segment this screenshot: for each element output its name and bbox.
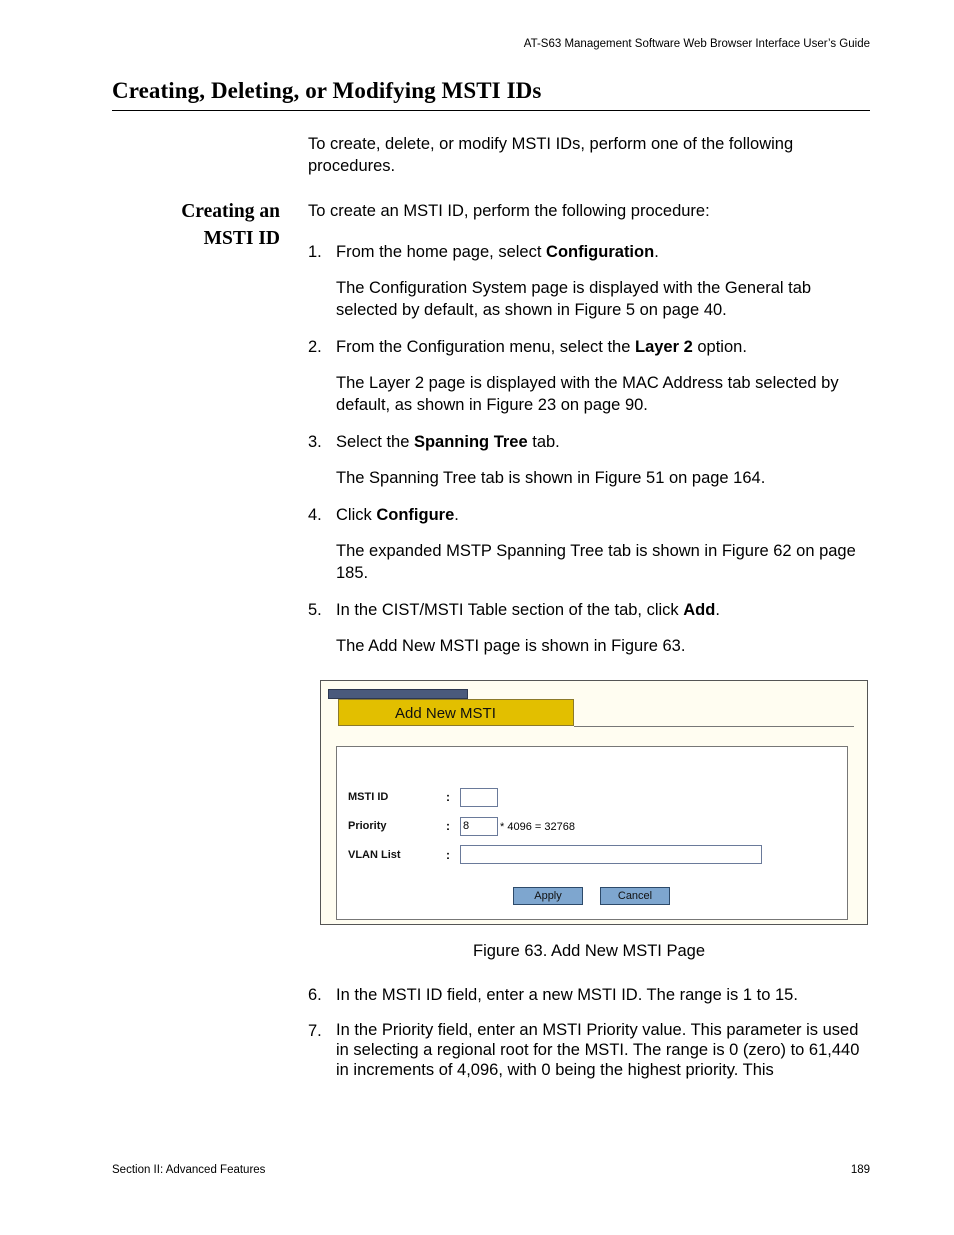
- cancel-button: Cancel: [600, 887, 670, 905]
- step-instruction: In the CIST/MSTI Table section of the tab, click Add.: [336, 601, 720, 619]
- field-colon: :: [446, 790, 450, 804]
- tab-underline: [574, 726, 854, 727]
- step-number: 7.: [308, 1022, 322, 1040]
- title-rule: [112, 110, 870, 111]
- subsection-heading: [112, 198, 280, 252]
- step-result: The Spanning Tree tab is shown in Figure 51 on page 164.: [336, 469, 766, 487]
- running-header: AT-S63 Management Software Web Browser Interface User’s Guide: [523, 38, 870, 50]
- vlan-list-label: VLAN List: [348, 849, 401, 861]
- figure-tab-strip: [328, 689, 468, 699]
- subsection-heading-line2: MSTI ID: [203, 228, 280, 249]
- step-instruction: In the MSTI ID field, enter a new MSTI ID. The range is 1 to 15.: [336, 986, 798, 1004]
- msti-form-panel: [336, 746, 848, 920]
- step-instruction: Click Configure.: [336, 506, 459, 524]
- vlan-list-input: [460, 845, 762, 864]
- step-instruction: From the Configuration menu, select the Layer 2 option.: [336, 338, 747, 356]
- step-instruction: In the Priority field, enter an MSTI Priority value. This parameter is used in selecting a regional root for the MSTI. The range is 0 (zero) to 61,440 in increments of 4,096, with 0 being the highest priority. This: [336, 1021, 860, 1079]
- msti-id-label: MSTI ID: [348, 791, 389, 803]
- apply-button: Apply: [513, 887, 583, 905]
- add-new-msti-figure: [320, 680, 868, 925]
- field-colon: :: [446, 819, 450, 833]
- add-new-msti-tab: Add New MSTI: [338, 699, 574, 726]
- intro-paragraph: To create, delete, or modify MSTI IDs, perform one of the following procedures.: [308, 135, 794, 175]
- step-result: The expanded MSTP Spanning Tree tab is shown in Figure 62 on page 185.: [336, 542, 856, 582]
- figure-caption: Figure 63. Add New MSTI Page: [472, 942, 706, 960]
- field-colon: :: [446, 848, 450, 862]
- step-number: 1.: [308, 243, 322, 261]
- step-result: The Configuration System page is displayed with the General tab selected by default, as shown in Figure 5 on page 40.: [336, 279, 812, 319]
- step-instruction: From the home page, select Configuration.: [336, 243, 659, 261]
- step-number: 6.: [308, 986, 322, 1004]
- step-number: 3.: [308, 433, 322, 451]
- step-instruction: Select the Spanning Tree tab.: [336, 433, 560, 451]
- priority-input: 8: [460, 817, 498, 836]
- msti-id-input: [460, 788, 498, 807]
- footer-section: Section II: Advanced Features: [112, 1164, 266, 1176]
- section-title: Creating, Deleting, or Modifying MSTI IDs: [112, 78, 542, 103]
- step-number: 2.: [308, 338, 322, 356]
- step-number: 5.: [308, 601, 322, 619]
- step-number: 4.: [308, 506, 322, 524]
- subsection-heading-line1: Creating an: [181, 201, 280, 222]
- procedure-lead: To create an MSTI ID, perform the following procedure:: [308, 202, 710, 220]
- priority-label: Priority: [348, 820, 387, 832]
- page-number: 189: [850, 1164, 870, 1176]
- step-result: The Add New MSTI page is shown in Figure 63.: [336, 637, 686, 655]
- priority-multiplier-note: * 4096 = 32768: [500, 821, 575, 833]
- step-result: The Layer 2 page is displayed with the MAC Address tab selected by default, as shown in Figure 23 on page 90.: [336, 374, 839, 414]
